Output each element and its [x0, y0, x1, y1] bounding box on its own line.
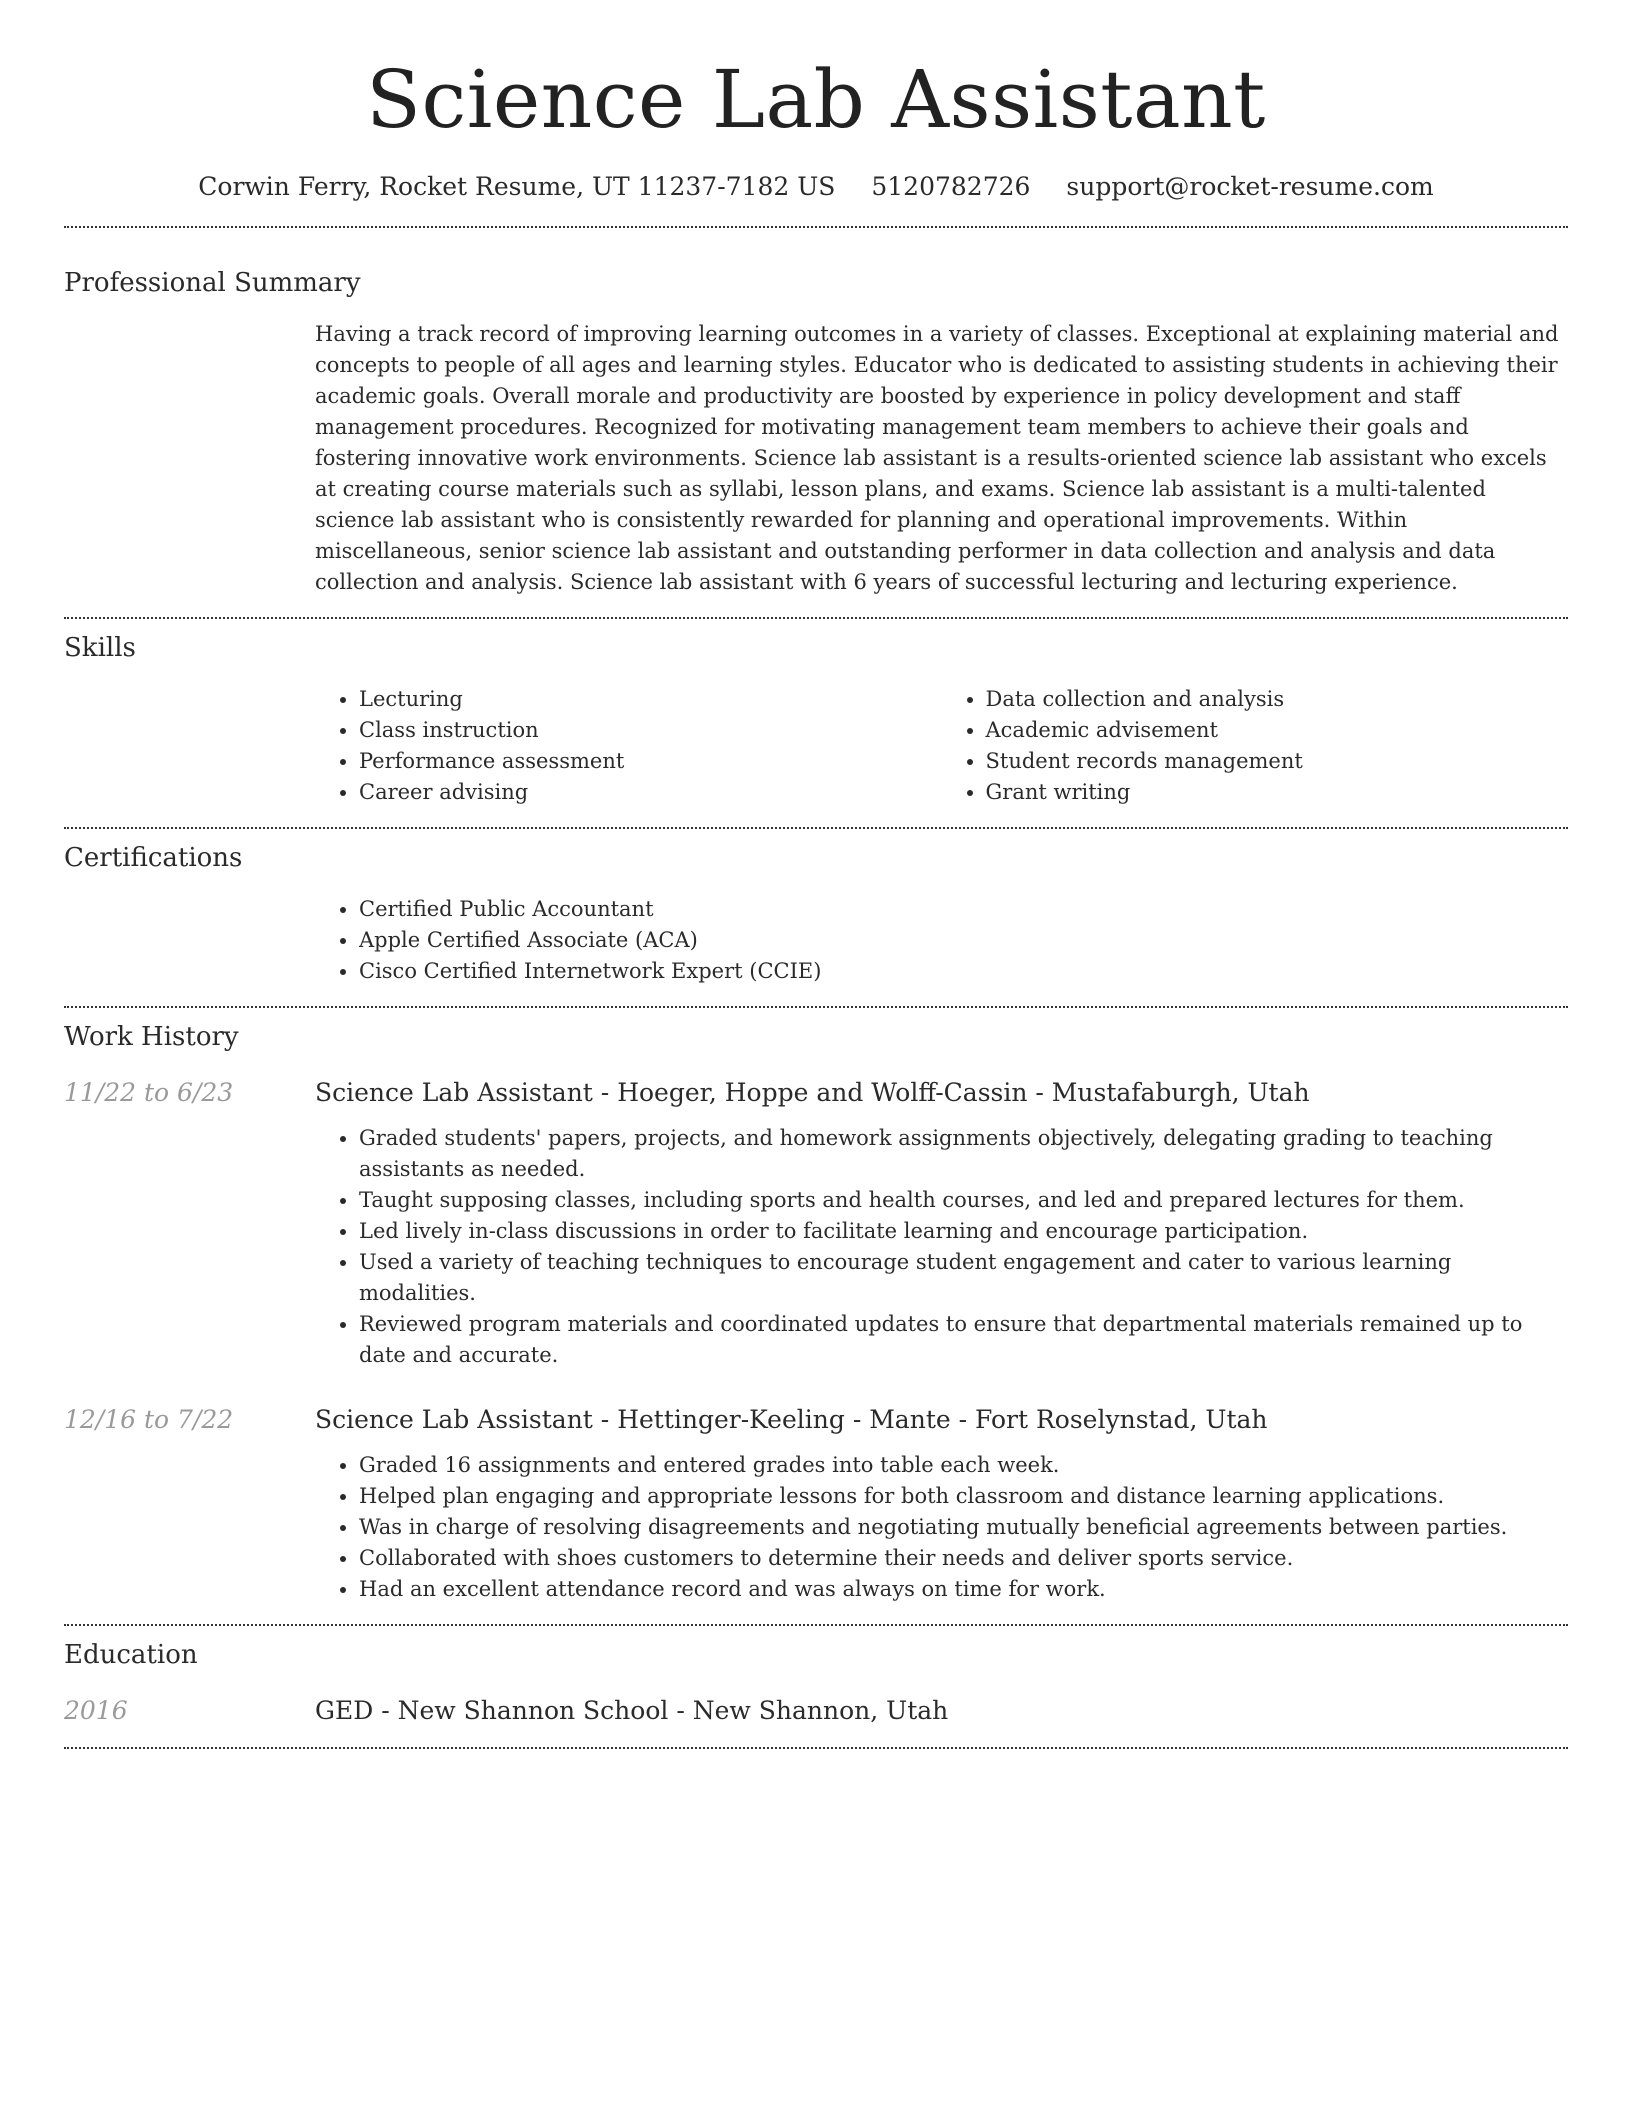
section-title-summary: Professional Summary [64, 268, 361, 298]
section-title-skills: Skills [64, 633, 136, 663]
job-title: Science Lab Assistant - Hoeger, Hoppe and Wolff-Cassin - Mustafaburgh, Utah [315, 1078, 1310, 1107]
list-item: • Lecturing [359, 684, 942, 715]
list-item: • Graded students' papers, projects, and homework assignments objectively, delegating grading to teaching assistants as needed. [359, 1123, 1568, 1185]
list-item: • Taught supposing classes, including sports and health courses, and led and prepared lectures for them. [359, 1185, 1568, 1216]
divider [64, 226, 1568, 228]
education-date: 2016 [64, 1696, 128, 1725]
job-entry [64, 1076, 1568, 1371]
list-item: • Helped plan engaging and appropriate lessons for both classroom and distance learning applications. [359, 1481, 1568, 1512]
list-item: • Academic advisement [986, 715, 1569, 746]
list-item: • Led lively in-class discussions in order to facilitate learning and encourage participation. [359, 1216, 1568, 1247]
skills-list-left [315, 684, 942, 808]
job-bullets [315, 1450, 1568, 1605]
contact-address: Corwin Ferry, Rocket Resume, UT 11237-7182 US [198, 172, 836, 201]
divider [64, 1624, 1568, 1626]
contact-phone: 5120782726 [871, 172, 1031, 201]
list-item: • Cisco Certified Internetwork Expert (CCIE) [359, 956, 1568, 987]
certifications-list [315, 894, 1568, 987]
divider [64, 617, 1568, 619]
skills-section [64, 631, 1568, 808]
summary-text: Having a track record of improving learning outcomes in a variety of classes. Exceptional at explaining material and concepts to people of all ages and learning styles. Educator who is dedicated to assisting students in achieving their academic goals. Overall morale and productivity are boosted by experience in policy development and staff management procedures. Recognized for motivating management team members to achieve their goals and fostering innovative work environments. Science lab assistant is a results-oriented science lab assistant who excels at creating course materials such as syllabi, lesson plans, and exams. Science lab assistant is a multi-talented science lab assistant who is consistently rewarded for planning and operational improvements. Within miscellaneous, senior science lab assistant and outstanding performer in data collection and analysis and data collection and analysis. Science lab assistant with 6 years of successful lecturing and lecturing experience. [315, 322, 1559, 594]
list-item: • Collaborated with shoes customers to determine their needs and deliver sports service. [359, 1543, 1568, 1574]
job-details [315, 1403, 1568, 1605]
job-dates: 12/16 to 7/22 [64, 1405, 234, 1434]
education-title: GED - New Shannon School - New Shannon, Utah [315, 1696, 949, 1725]
divider [64, 1747, 1568, 1749]
list-item: • Reviewed program materials and coordinated updates to ensure that departmental materials remained up to date and accurate. [359, 1309, 1568, 1371]
summary-section [64, 266, 1568, 598]
list-item: • Apple Certified Associate (ACA) [359, 925, 1568, 956]
job-dates: 11/22 to 6/23 [64, 1078, 234, 1107]
education-entry [64, 1694, 1568, 1728]
section-title-work: Work History [64, 1022, 239, 1052]
job-title: Science Lab Assistant - Hettinger-Keeling - Mante - Fort Roselynstad, Utah [315, 1405, 1268, 1434]
certifications-body [315, 894, 1568, 987]
section-title-certifications: Certifications [64, 843, 243, 873]
candidate-name: Science Lab Assistant [366, 53, 1266, 146]
job-bullets [315, 1123, 1568, 1371]
contact-email: support@rocket-resume.com [1066, 172, 1434, 201]
education-section [64, 1638, 1568, 1728]
list-item: • Certified Public Accountant [359, 894, 1568, 925]
resume-page [64, 0, 1568, 1749]
skills-grid [315, 684, 1568, 808]
list-item: • Data collection and analysis [986, 684, 1569, 715]
list-item: • Graded 16 assignments and entered grades into table each week. [359, 1450, 1568, 1481]
summary-body [315, 319, 1568, 598]
work-section [64, 1020, 1568, 1605]
job-entry [64, 1403, 1568, 1605]
contact-line [64, 170, 1568, 204]
job-details [315, 1076, 1568, 1371]
divider [64, 1006, 1568, 1008]
certifications-section [64, 841, 1568, 987]
divider [64, 827, 1568, 829]
list-item: • Class instruction [359, 715, 942, 746]
list-item: • Was in charge of resolving disagreements and negotiating mutually beneficial agreements between parties. [359, 1512, 1568, 1543]
list-item: • Student records management [986, 746, 1569, 777]
list-item: • Grant writing [986, 777, 1569, 808]
education-details [315, 1694, 1568, 1728]
list-item: • Career advising [359, 777, 942, 808]
list-item: • Performance assessment [359, 746, 942, 777]
skills-list-right [942, 684, 1569, 808]
section-title-education: Education [64, 1640, 198, 1670]
list-item: • Used a variety of teaching techniques to encourage student engagement and cater to various learning modalities. [359, 1247, 1568, 1309]
list-item: • Had an excellent attendance record and was always on time for work. [359, 1574, 1568, 1605]
